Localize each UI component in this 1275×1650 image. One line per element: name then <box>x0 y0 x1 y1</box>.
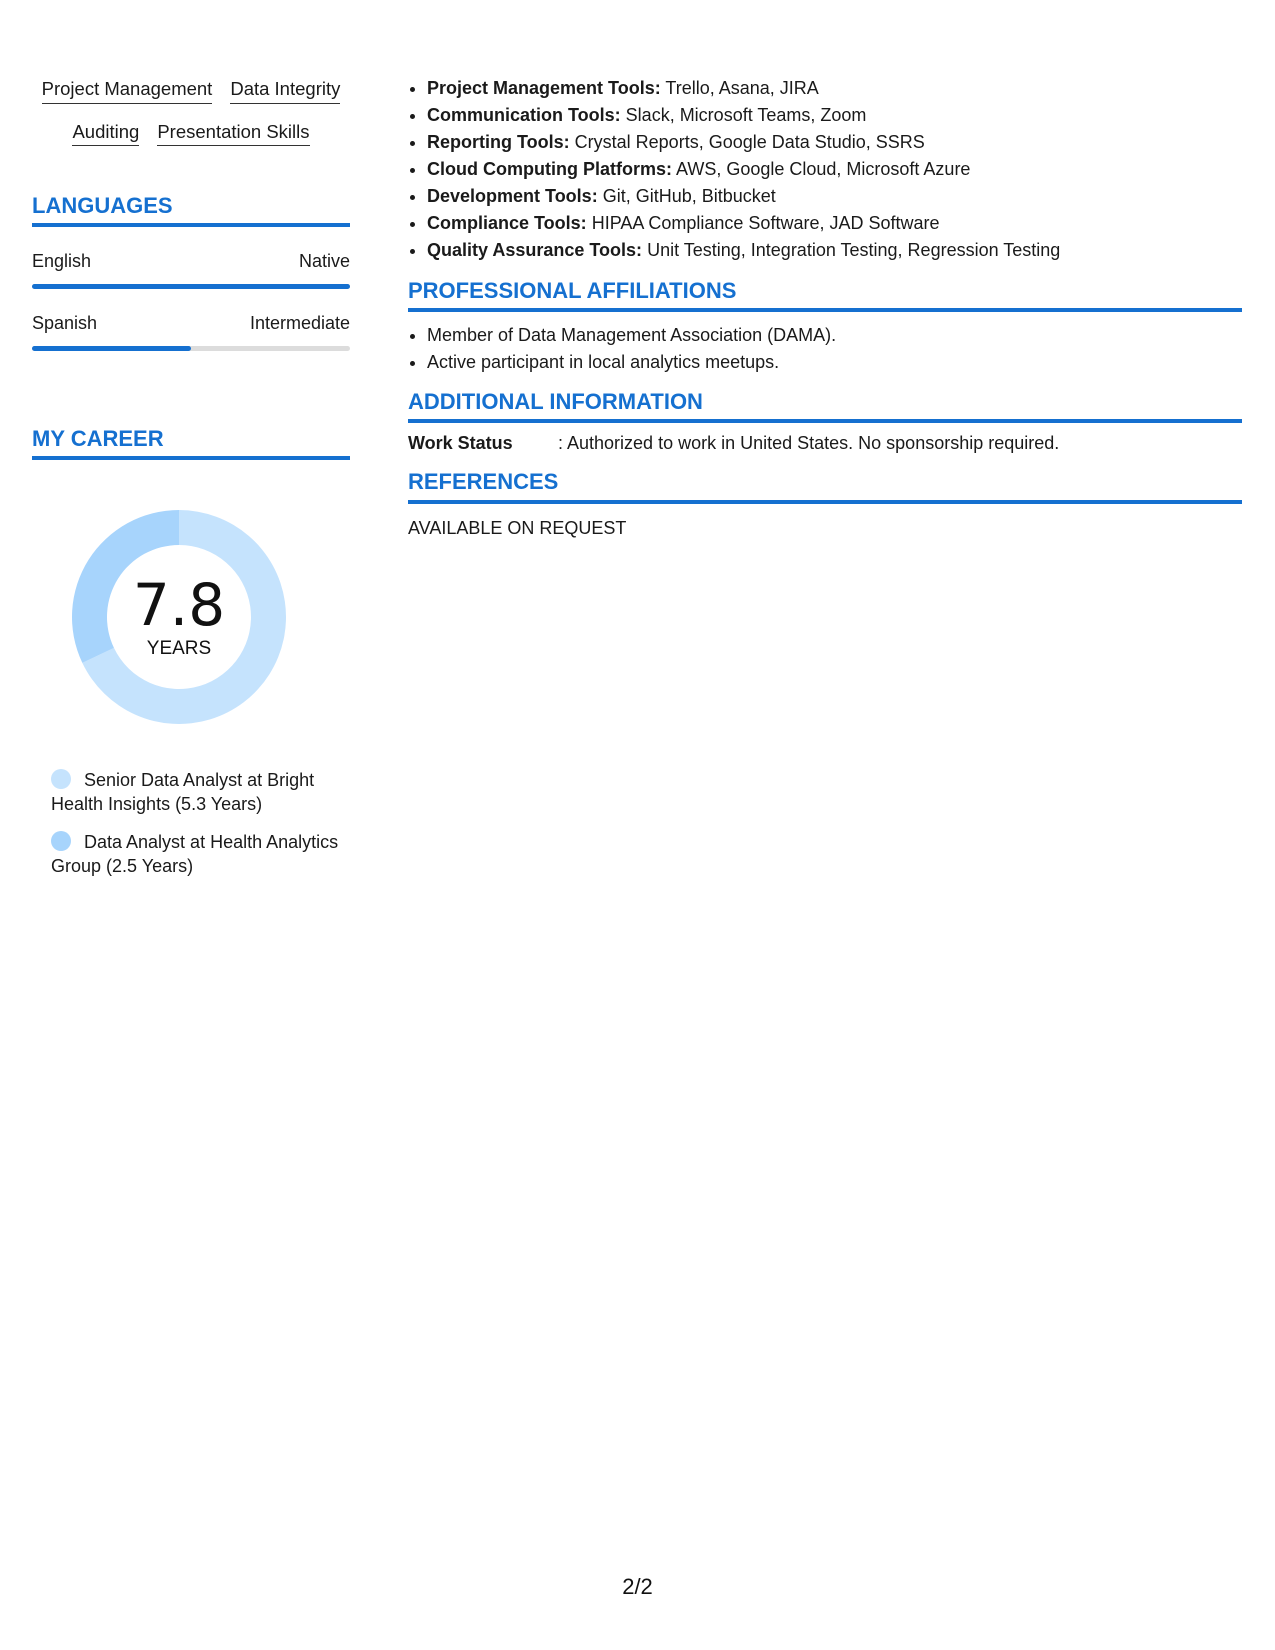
language-name: Spanish <box>32 313 98 334</box>
career-total-unit: YEARS <box>146 638 212 660</box>
career-legend-item <box>51 830 350 878</box>
tool-category: Compliance Tools: <box>427 213 587 233</box>
language-level-fill <box>32 284 350 289</box>
tool-values: Git, GitHub, Bitbucket <box>597 186 776 206</box>
technical-tools-list <box>408 75 1242 264</box>
skill-tag: Auditing <box>72 123 139 147</box>
skills-row <box>32 120 350 147</box>
work-status-row <box>408 433 1242 454</box>
career-total-years: 7.8 <box>132 571 226 640</box>
tool-values: HIPAA Compliance Software, JAD Software <box>586 213 940 233</box>
language-level-bar <box>32 346 350 351</box>
tool-category: Development Tools: <box>427 186 598 206</box>
tool-item <box>427 102 1242 129</box>
work-status-value: : Authorized to work in United States. No sponsorship required. <box>558 433 1060 454</box>
tool-category: Quality Assurance Tools: <box>427 240 643 260</box>
tool-item <box>427 156 1242 183</box>
affiliations-heading: PROFESSIONAL AFFILIATIONS <box>408 279 1242 312</box>
skill-tag: Data Integrity <box>230 80 340 104</box>
tool-category: Cloud Computing Platforms: <box>427 159 672 179</box>
left-column <box>32 80 350 892</box>
tool-values: Slack, Microsoft Teams, Zoom <box>620 105 867 125</box>
tool-values: AWS, Google Cloud, Microsoft Azure <box>671 159 971 179</box>
language-level: Native <box>298 251 350 272</box>
references-value: AVAILABLE ON REQUEST <box>408 517 627 538</box>
tool-category: Reporting Tools: <box>427 132 570 152</box>
language-name: English <box>32 251 92 272</box>
legend-dot <box>51 831 71 851</box>
language-level: Intermediate <box>249 313 350 334</box>
career-legend <box>32 768 350 878</box>
skill-tag: Project Management <box>42 80 213 104</box>
tool-category: Project Management Tools: <box>427 78 661 98</box>
language-level-fill <box>32 346 191 351</box>
tool-item <box>427 75 1242 102</box>
career-donut-chart <box>66 504 292 730</box>
skill-tag: Presentation Skills <box>157 123 309 147</box>
right-column <box>408 80 1242 539</box>
skills-list <box>32 80 350 146</box>
language-item <box>32 313 350 351</box>
career-legend-item <box>51 768 350 816</box>
tool-item <box>427 129 1242 156</box>
tool-item <box>427 237 1242 264</box>
language-item <box>32 251 350 289</box>
legend-dot <box>51 769 71 789</box>
languages-heading: LANGUAGES <box>32 194 350 227</box>
tool-values: Crystal Reports, Google Data Studio, SSRS <box>569 132 925 152</box>
affiliation-item: • Active participant in local analytics meetups. <box>427 349 1242 376</box>
tool-values: Trello, Asana, JIRA <box>660 78 819 98</box>
career-role-label: Senior Data Analyst at Bright Health Insights (5.3 Years) <box>51 770 315 815</box>
career-total <box>66 504 292 730</box>
career-heading: MY CAREER <box>32 427 350 460</box>
tool-item <box>427 210 1242 237</box>
work-status-label: Work Status <box>408 433 513 454</box>
references-heading: REFERENCES <box>408 470 1242 503</box>
additional-info-heading: ADDITIONAL INFORMATION <box>408 390 1242 423</box>
language-level-bar <box>32 284 350 289</box>
career-role-label: Data Analyst at Health Analytics Group (2.5 Years) <box>51 832 339 877</box>
tool-item <box>427 183 1242 210</box>
page-number: 2/2 <box>622 1574 653 1599</box>
affiliation-item: • Member of Data Management Association (DAMA). <box>427 322 1242 349</box>
affiliations-list <box>408 322 1242 376</box>
skills-row <box>32 80 350 104</box>
tool-values: Unit Testing, Integration Testing, Regression Testing <box>642 240 1061 260</box>
tool-category: Communication Tools: <box>427 105 621 125</box>
